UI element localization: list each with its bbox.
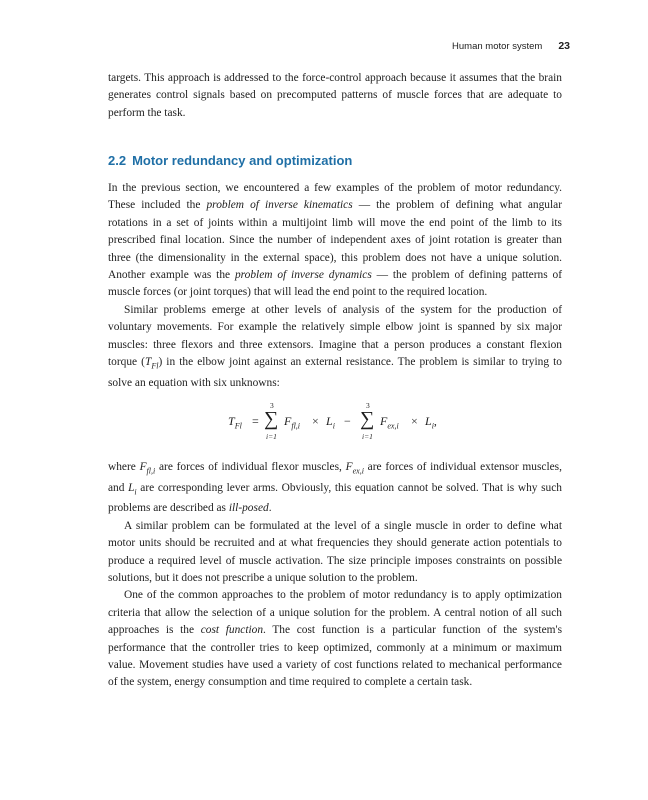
running-head [452, 40, 570, 52]
running-head-title: Human motor system [452, 41, 543, 52]
paragraph-motor-redundancy: In the previous section, we encountered a few examples of the problem of motor redundancy. These included the problem of inverse kinematics — the problem of defining what angular rotations in a set of joints within a multijoint limb will move the end point of the limb to its prescribed final location. Since the number of independent axes of joint rotation is greater than three (the dimensionality in the external space), this problem does not have a unique solution. Another example was the problem of inverse dynamics — the problem of defining patterns of muscle forces (or joint torques) that will lead the end point to the required location. [108, 182, 562, 299]
eq-sum2-upper: 3 [366, 401, 370, 410]
section-title: Motor redundancy and optimization [132, 153, 353, 168]
eq-sum2-lower: i=1 [362, 432, 373, 441]
eq-extensor-force: $F_{ex,i}$ [380, 414, 399, 431]
eq-sum1-sigma: ∑ [264, 408, 279, 430]
top-text-block [108, 70, 562, 122]
eq-flexor-force: $F_{fl,i}$ [284, 414, 301, 431]
eq-sum1-upper: 3 [270, 401, 274, 410]
paragraph-elbow-joint: Similar problems emerge at other levels of analysis of the system for the production of voluntary movements. For example the relatively simple elbow joint is spanned by six major muscles: three flexors and three extensors. Imagine that a person produces a constant flexion torque $(T_{Fl})$ in the elbow joint against an external resistance. The problem is similar to trying to solve an equation with six unknowns: [108, 303, 562, 389]
equation-flexion-torque [228, 400, 468, 448]
eq-equals: = [252, 414, 259, 428]
paragraph-cost-function: One of the common approaches to the problem of motor redundancy is to apply optimization criteria that allow the selection of a unique solution for the problem. A central notion of all such approaches is the cost function. The cost function is a particular function of the system's performance that the controller tries to keep optimized, commonly at a minimum or maximum value. Movement studies have used a variety of cost functions related to mechanical performance of the system, energy consumption and time required to complete a certain task. [108, 589, 562, 689]
section-heading [108, 153, 352, 168]
eq-lever-arm-2: $L_i$, [425, 414, 437, 431]
paragraph-continued: targets. This approach is addressed to the force-control approach because it assumes that the brain generates control signals based on precomputed patterns of muscle forces that are adequate to perform the task. [108, 72, 562, 119]
paragraph-single-muscle: A similar problem can be formulated at the level of a single muscle in order to define what motor units should be recruited and at what frequencies they should generate action potentials to produce a required level of muscle activation. The size principle imposes constraints on possible solutions, but it does not prescribe a unique solution to the problem. [108, 519, 562, 584]
eq-minus: − [344, 414, 351, 428]
section-number: 2.2 [108, 153, 127, 168]
eq-lhs: $T_{Fl}$ [228, 414, 242, 431]
eq-times-1: × [312, 414, 319, 428]
term-cost-function: cost function [200, 624, 264, 637]
section-body-2 [108, 459, 562, 692]
eq-lever-arm-1: $L_i$ [326, 414, 335, 431]
paragraph-where: where $F_{fl,i}$ are forces of individual flexor muscles, $F_{ex,i}$ are forces of individual extensor muscles, and $L_i$ are corresponding lever arms. Obviously, this equation cannot be solved. That is why such problems are described as ill-posed. [108, 461, 562, 515]
term-ill-posed: ill-posed [228, 502, 269, 515]
section-body-1 [108, 180, 562, 392]
page-number: 23 [558, 40, 570, 52]
eq-sum2-sigma: ∑ [360, 408, 375, 430]
eq-sum1-lower: i=1 [266, 432, 277, 441]
eq-times-2: × [411, 414, 418, 428]
term-inverse-dynamics: problem of inverse dynamics [234, 269, 372, 282]
term-inverse-kinematics: problem of inverse kinematics [206, 199, 353, 212]
